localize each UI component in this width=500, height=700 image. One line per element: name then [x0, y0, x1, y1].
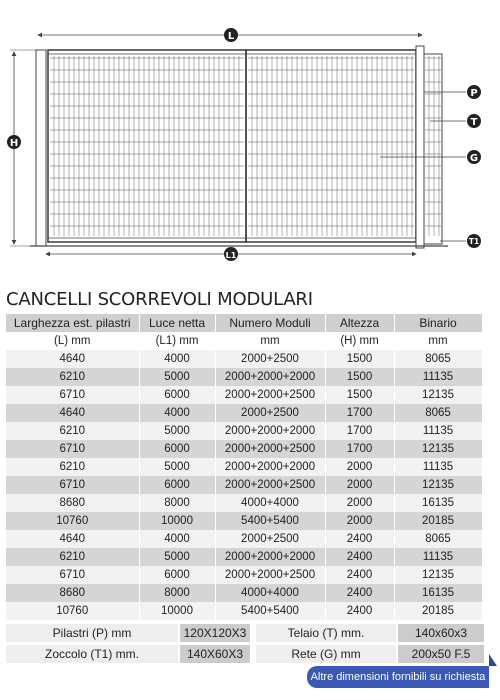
table-cell: 8065 [394, 404, 482, 422]
table-cell: 10000 [139, 602, 215, 620]
table-cell: 6000 [139, 440, 215, 458]
table-cell: 2000+2000+2500 [215, 440, 325, 458]
table-row [6, 530, 482, 548]
table-cell: 2000 [325, 512, 394, 530]
spec-rete-value: 200x50 F.5 [398, 645, 484, 663]
spec-pilastri [6, 624, 246, 642]
badge-T-text: T [470, 117, 478, 128]
table-cell: 8680 [6, 584, 139, 602]
table-cell: 2000+2000+2500 [215, 476, 325, 494]
spec-pilastri-value: 120X120X3 [180, 624, 250, 642]
custom-sizes-note: Altre dimensioni fornibili su richiesta [307, 666, 489, 688]
table-row [6, 566, 482, 584]
table-cell: 5000 [139, 548, 215, 566]
spec-rete-label: Rete (G) mm [256, 645, 396, 663]
badge-G-text: G [469, 153, 479, 164]
table-cell: 2000+2000+2000 [215, 458, 325, 476]
table-units-row [6, 332, 482, 350]
dimensions-table [6, 314, 483, 620]
spec-pilastri-label: Pilastri (P) mm [6, 624, 178, 642]
badge-L-text: L [227, 31, 235, 42]
left-post [36, 50, 46, 246]
table-row [6, 350, 482, 368]
table-cell: 4640 [6, 530, 139, 548]
table-row [6, 494, 482, 512]
spec-telaio [256, 624, 486, 642]
table-cell: 10760 [6, 602, 139, 620]
table-cell: 20185 [394, 512, 482, 530]
table-cell: 11135 [394, 548, 482, 566]
table-cell: 8065 [394, 350, 482, 368]
table-cell: 4000 [139, 530, 215, 548]
column-unit: (H) mm [325, 332, 394, 350]
badge-L1-text: L1 [225, 251, 237, 260]
table-cell: 4000+4000 [215, 584, 325, 602]
table-cell: 12135 [394, 566, 482, 584]
table-row [6, 512, 482, 530]
table-cell: 11135 [394, 368, 482, 386]
table-cell: 2000+2000+2000 [215, 548, 325, 566]
table-cell: 2000 [325, 458, 394, 476]
table-cell: 6000 [139, 566, 215, 584]
table-row [6, 386, 482, 404]
table-cell: 4000+4000 [215, 494, 325, 512]
column-header: Binario [394, 314, 482, 332]
badge-T1-text: T1 [468, 237, 480, 246]
table-cell: 4640 [6, 404, 139, 422]
gate-drawing [0, 0, 500, 270]
table-cell: 6210 [6, 422, 139, 440]
table-cell: 2000+2000+2500 [215, 566, 325, 584]
column-header: Luce netta [139, 314, 215, 332]
note-tab-corner [489, 654, 497, 666]
badge-P-text: P [470, 88, 478, 99]
table-cell: 8065 [394, 530, 482, 548]
table-cell: 6710 [6, 566, 139, 584]
page-title: CANCELLI SCORREVOLI MODULARI [6, 289, 313, 310]
table-cell: 1700 [325, 404, 394, 422]
table-cell: 11135 [394, 458, 482, 476]
table-cell: 2000 [325, 494, 394, 512]
spec-telaio-label: Telaio (T) mm. [256, 624, 396, 642]
spec-zoccolo [6, 645, 246, 663]
table-cell: 2000+2500 [215, 404, 325, 422]
table-cell: 6710 [6, 440, 139, 458]
table-cell: 4000 [139, 350, 215, 368]
table-cell: 6710 [6, 386, 139, 404]
table-cell: 2400 [325, 602, 394, 620]
table-cell: 5400+5400 [215, 512, 325, 530]
table-cell: 10760 [6, 512, 139, 530]
table-row [6, 368, 482, 386]
table-cell: 16135 [394, 494, 482, 512]
table-cell: 5000 [139, 422, 215, 440]
table-row [6, 476, 482, 494]
table-cell: 20185 [394, 602, 482, 620]
table-cell: 2000+2000+2000 [215, 422, 325, 440]
table-cell: 6210 [6, 548, 139, 566]
gate-frame-left [48, 50, 246, 242]
table-cell: 2400 [325, 566, 394, 584]
table-cell: 2000+2500 [215, 530, 325, 548]
table-cell: 5400+5400 [215, 602, 325, 620]
table-cell: 6000 [139, 386, 215, 404]
table-cell: 6710 [6, 476, 139, 494]
table-body [6, 350, 482, 620]
table-row [6, 458, 482, 476]
column-header: Altezza [325, 314, 394, 332]
table-cell: 4000 [139, 404, 215, 422]
spec-rete [256, 645, 486, 663]
table-cell: 6210 [6, 368, 139, 386]
spec-telaio-value: 140x60x3 [398, 624, 484, 642]
table-row [6, 602, 482, 620]
table-cell: 2000+2000+2500 [215, 386, 325, 404]
column-unit: (L1) mm [139, 332, 215, 350]
gate-frame-right [246, 50, 416, 242]
table-cell: 5000 [139, 458, 215, 476]
spec-zoccolo-value: 140X60X3 [180, 645, 250, 663]
table-row [6, 548, 482, 566]
table-cell: 6000 [139, 476, 215, 494]
column-header: Numero Moduli [215, 314, 325, 332]
table-cell: 12135 [394, 440, 482, 458]
table-cell: 12135 [394, 386, 482, 404]
table-cell: 8680 [6, 494, 139, 512]
column-header: Larghezza est. pilastri [6, 314, 139, 332]
column-unit: mm [215, 332, 325, 350]
table-cell: 1700 [325, 422, 394, 440]
table-cell: 2000+2500 [215, 350, 325, 368]
table-cell: 8000 [139, 494, 215, 512]
table-cell: 2400 [325, 530, 394, 548]
table-header-row [6, 314, 482, 332]
table-cell: 4640 [6, 350, 139, 368]
table-cell: 1700 [325, 440, 394, 458]
table-cell: 11135 [394, 422, 482, 440]
right-post [416, 46, 424, 248]
table-row [6, 404, 482, 422]
table-cell: 12135 [394, 476, 482, 494]
table-cell: 2400 [325, 584, 394, 602]
table-cell: 16135 [394, 584, 482, 602]
table-cell: 5000 [139, 368, 215, 386]
table-cell: 1500 [325, 386, 394, 404]
gate-tail [424, 54, 442, 244]
badge-H-text: H [9, 138, 19, 149]
table-cell: 2400 [325, 548, 394, 566]
table-row [6, 422, 482, 440]
table-cell: 2000 [325, 476, 394, 494]
table-cell: 2000+2000+2000 [215, 368, 325, 386]
spec-zoccolo-label: Zoccolo (T1) mm. [6, 645, 178, 663]
table-cell: 8000 [139, 584, 215, 602]
table-row [6, 584, 482, 602]
table-cell: 1500 [325, 368, 394, 386]
table-cell: 6210 [6, 458, 139, 476]
table-row [6, 440, 482, 458]
column-unit: mm [394, 332, 482, 350]
column-unit: (L) mm [6, 332, 139, 350]
table-cell: 1500 [325, 350, 394, 368]
table-cell: 10000 [139, 512, 215, 530]
